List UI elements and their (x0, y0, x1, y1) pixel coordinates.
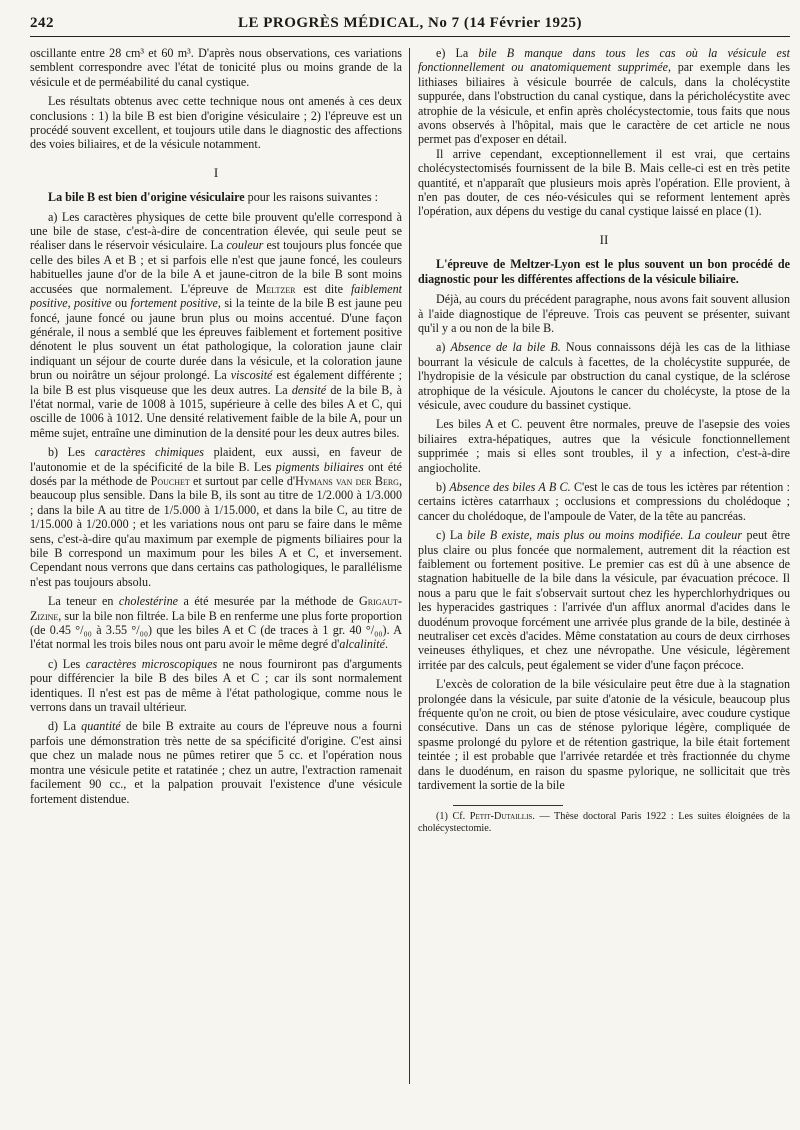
footnote-rule (453, 805, 563, 806)
footnote: (1) Cf. Petit-Dutaillis. — Thèse doctoral Paris 1922 : Les suites éloignées de la cholécystectomie. (418, 810, 790, 834)
paragraph: oscillante entre 28 cm³ et 60 m³. D'après nous observations, ces variations semblent correspondre avec l'état de tonicité plus ou moins grande de la vésicule et de perméabilité du canal cystique. (30, 46, 402, 89)
paragraph: Les biles A et C. peuvent être normales, preuve de l'asepsie des voies biliaires extra-hépatiques, autres que la vésicule fonctionnellement supprimée ; mais si elles sont troubles, il y a infection, c'est-à-dire angiocholite. (418, 417, 790, 475)
paragraph: La teneur en cholestérine a été mesurée par la méthode de Grigaut-Zizine, sur la bile non filtrée. La bile B en renferme une plus forte proportion (de 0.45 °/₀₀ à 3.55 °/₀₀) que les biles A et C (de traces à 1 gr. 40 °/₀₀). A l'état normal les trois biles nous ont paru avoir le même degré d'alcalinité. (30, 594, 402, 652)
paragraph: L'excès de coloration de la bile vésiculaire peut être due à la stagnation prolongée dans la vésicule, par suite d'atonie de la vésicule, beaucoup plus fréquente qu'on ne croit, ou bien de ptose vésiculaire, avec coudure cystique consécutive. Dans un cas de sténose pylorique légère, compliquée de spasme prolongé du pylore et de rétention gastrique, la bile était fortement teintée ; il est probable que l'arrivée retardée et très fractionnée du chyme dans le duodénum, en raison du spasme pylorique, ne sollicitait que très tardivement la sortie de la bile (418, 677, 790, 793)
paragraph: e) La bile B manque dans tous les cas où la vésicule est fonctionnellement ou anatomiquement supprimée, par exemple dans les lithiases biliaires à vésicule bourrée de calculs, dans la cholécystite suppurée, dans l'obstruction du canal cystique, dans la péricholécystite avec atrophie de la vésicule, et enfin après cholécystectomie, tous faits que nous avons observés à l'hôpital, mais que le caractère de cet article ne nous permet pas d'exposer en détail. (418, 46, 790, 147)
paragraph: Les résultats obtenus avec cette technique nous ont amenés à ces deux conclusions : 1) la bile B est bien d'origine vésiculaire ; 2) l'épreuve est un procédé souvent excellent, et toujours utile dans le diagnostic des affections des voies biliaires, et de la vésicule notamment. (30, 94, 402, 152)
paragraph: a) Les caractères physiques de cette bile prouvent qu'elle correspond à une bile de stase, c'est-à-dire de concentration élevée, qui seule peut se réaliser dans le réservoir vésiculaire. La couleur est toujours plus foncée que celle des biles A et B ; et si parfois elle n'est que jaune foncé, les couleurs habituelles jaune d'or de la bile A et jaune-citron de la bile B sont moins accusées que normalement. L'épreuve de Meltzer est dite faiblement positive, positive ou fortement positive, si la teinte de la bile B est jaune peu foncé, jaune foncé ou jaune brun plus ou moins accentué. D'une façon générale, il nous a semblé que les épreuves faiblement et fortement positive dénotent le plus souvent un état pathologique, la coloration jaune clair indiquant un séjour de courte durée dans la vésicule, et la coloration jaune brun ou noirâtre un séjour prolongé. La viscosité est également différente ; la bile B est plus visqueuse que les deux autres. La densité de la bile B, à l'état normal, varie de 1008 à 1015, supérieure à celle des biles A et C, qui oscille de 1006 à 1012. Une densité relativement faible de la bile A, pour un même sujet, entraîne une diminution de la densité pour les deux autres biles. (30, 209, 402, 440)
section-heading: L'épreuve de Meltzer-Lyon est le plus souvent un bon procédé de diagnostic pour les différentes affections de la vésicule biliaire. (418, 257, 790, 286)
paragraph: d) La quantité de bile B extraite au cours de l'épreuve nous a fourni parfois une démonstration très nette de sa spécificité d'origine. C'est ainsi que chez un malade nous ne pûmes retirer que 5 cc. et l'opération nous montra une vésicule petite et ratatinée ; chez un autre, l'extraction ramenait facilement 90 cc., et la palpation prouvait l'existence d'une vésicule fortement distendue. (30, 719, 402, 806)
text-columns (30, 46, 790, 1116)
paragraph: b) Absence des biles A B C. C'est le cas de tous les ictères par rétention : certains ictères catarrhaux ; occlusions et compressions du cholédoque ; cancer du cholédoque, de l'ampoule de Vater, de la tête au pancréas. (418, 479, 790, 523)
paragraph: Il arrive cependant, exceptionnellement il est vrai, que certains cholécystectomisés fournissent de la bile B. Mais celle-ci est en très petite quantité, et n'apparaît que plusieurs mois après l'opération. Elle provient, à n'en pas douter, de ces néo-vésicules qui se reforment lentement après l'opération, aux dépens du vestige du canal cystique laissé en place (1). (418, 146, 790, 219)
left-column (30, 46, 402, 1116)
paragraph: Déjà, au cours du précédent paragraphe, nous avons fait souvent allusion à l'aide diagnostique de l'épreuve. Trois cas peuvent se présenter, suivant qu'il y a ou non de la bile B. (418, 292, 790, 335)
paragraph: c) Les caractères microscopiques ne nous fourniront pas d'arguments pour différencier la bile B des biles A et C ; car ils sont normalement identiques. Il n'est est pas de même à l'état pathologique, comme nous le verrons dans un travail ultérieur. (30, 656, 402, 715)
paragraph: b) Les caractères chimiques plaident, eux aussi, en faveur de l'autonomie et de la spécificité de la bile B. Les pigments biliaires ont été dosés par la méthode de Pouchet et surtout par celle d'Hymans van der Berg, beaucoup plus sensible. Dans la bile B, ils sont au titre de 1/2.000 à 1/3.000 ; dans la bile A au titre de 1/5.000 à 1/15.000, et dans la bile C, au titre de 1/15.000 à 1/20.000 ; et les variations nous ont paru se faire dans le même sens, c'est-à-dire qu'au maximum par exemple de pigments biliaires pour la bile B correspond un maximum pour les biles A et C, et inversement. Cependant nous verrons que dans certains cas pathologiques, le parallélisme n'est pas toujours absolu. (30, 445, 402, 589)
paragraph: c) La bile B existe, mais plus ou moins modifiée. La couleur peut être plus claire ou plus foncée que normalement, autrement dit la réaction est faiblement ou fortement positive. Le premier cas est dû à une absence de stagnation habituelle de la bile dans la vésicule, par évacuation précoce. Il nous a paru que le fait s'observait surtout chez les hyperchlorhydriques ou les hyperacides gastriques : l'arrivée d'un afflux anormal d'acides dans le duodénum provoque forcément une arrivée plus grande de la bile, destinée à neutraliser cet excès d'acides. Même constatation au cours de deux cirrhoses veineuses éthyliques, et chez une névropathe. Une vésicule, légèrement irritée par des calculs, peut également se vider d'une façon précoce. (418, 528, 790, 672)
journal-page (30, 12, 790, 1120)
page-number: 242 (30, 15, 54, 31)
section-heading-bold: La bile B est bien d'origine vésiculaire (48, 190, 245, 205)
right-column (418, 46, 790, 1116)
section-number: II (599, 231, 609, 247)
paragraph: a) Absence de la bile B. Nous connaissons déjà les cas de la lithiase bourrant la vésicule de calculs à facettes, de la cholécystite suppurée, de l'hydropisie de la vésicule par obstruction du canal cystique, de la sclérose atrophique de la vésicule. Ajoutons le cancer du cholécyste, la ptose de la vésicule, avec coudure du bassinet cystique. (418, 340, 790, 412)
section-heading: La bile B est bien d'origine vésiculaire pour les raisons suivantes : (48, 190, 378, 205)
journal-title: LE PROGRÈS MÉDICAL, No 7 (14 Février 1925) (237, 15, 583, 31)
section-number: I (213, 164, 219, 180)
page-header (30, 12, 790, 37)
